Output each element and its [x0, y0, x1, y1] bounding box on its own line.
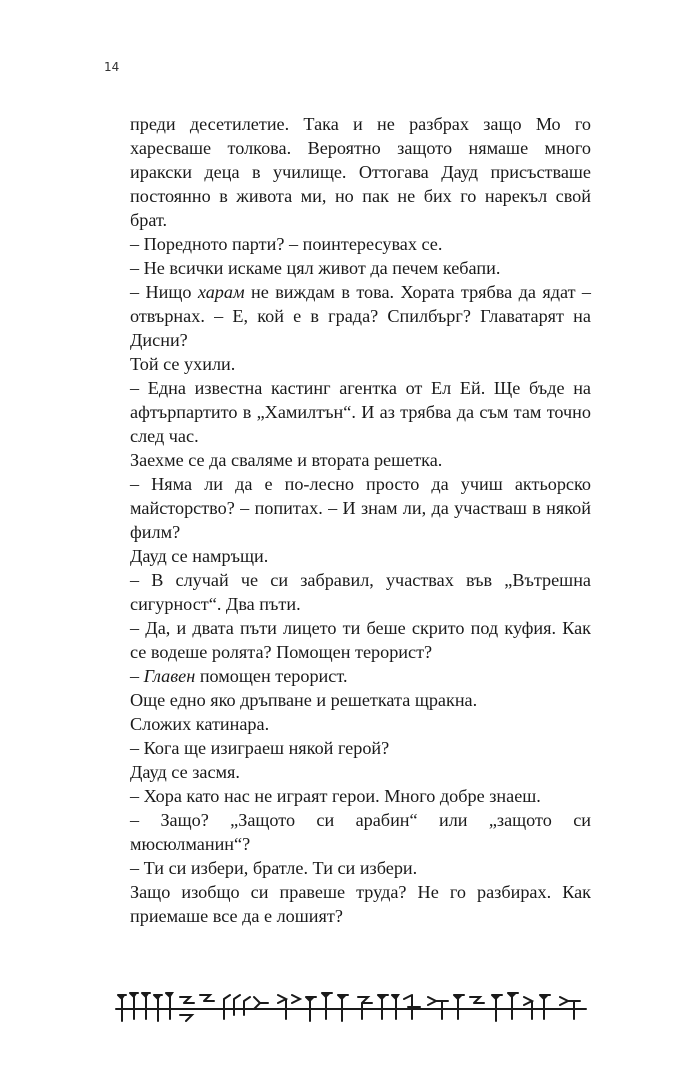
text-run: – Хора като нас не играят герои. Много добре знаеш. [130, 786, 541, 806]
text-run: – Защо? „Защото си арабин“ или „защото си мюсюлманин“? [130, 810, 591, 854]
text-run: – [130, 666, 144, 686]
paragraph [130, 712, 591, 736]
text-run: – Ти си избери, братле. Ти си избери. [130, 858, 418, 878]
paragraph [130, 256, 591, 280]
cuneiform-ornament-icon [112, 985, 590, 1029]
italic-text: харам [197, 282, 245, 302]
text-run: Още едно яко дръпване и решетката щракна. [130, 690, 478, 710]
text-run: – В случай че си забравил, участвах във „Вътрешна сигурност“. Два пъти. [130, 570, 591, 614]
text-run: – Да, и двата пъти лицето ти беше скрито под куфия. Как се водеше ролята? Помощен терорист? [130, 618, 591, 662]
text-run: Защо изобщо си правеше труда? Не го разбирах. Как приемаше все да е лошият? [130, 882, 591, 926]
paragraph [130, 352, 591, 376]
text-run: Дауд се засмя. [130, 762, 240, 782]
text-run: помощен терорист. [195, 666, 348, 686]
paragraph [130, 880, 591, 928]
paragraph [130, 784, 591, 808]
text-run: – Няма ли да е по-лесно просто да учиш актьорско майсторство? – попитах. – И знам ли, да участваш в някой филм? [130, 474, 591, 542]
paragraph [130, 232, 591, 256]
paragraph [130, 664, 591, 688]
paragraph [130, 568, 591, 616]
text-run: – Поредното парти? – поинтересувах се. [130, 234, 443, 254]
text-run: Заехме се да сваляме и втората решетка. [130, 450, 443, 470]
text-run: – Една известна кастинг агентка от Ел Ей. Ще бъде на афтърпартито в „Хамилтън“. И аз трябва да съм там точно след час. [130, 378, 591, 446]
text-run: – Кога ще изиграеш някой герой? [130, 738, 390, 758]
text-run: Сложих катинара. [130, 714, 270, 734]
paragraph [130, 112, 591, 232]
page-number: 14 [104, 60, 120, 74]
text-run: – Не всички искаме цял живот да печем кебапи. [130, 258, 501, 278]
paragraph [130, 856, 591, 880]
paragraph [130, 808, 591, 856]
text-run: – Нищо [130, 282, 198, 302]
text-run: Дауд се намръщи. [130, 546, 269, 566]
paragraph [130, 688, 591, 712]
paragraph [130, 448, 591, 472]
paragraph [130, 376, 591, 448]
paragraph [130, 544, 591, 568]
text-run: Той се ухили. [130, 354, 236, 374]
text-run: преди десетилетие. Така и не разбрах защо Мо го харесваше толкова. Вероятно защото нямаше много иракски деца в училище. Оттогава Дауд присъстваше постоянно в живота ми, но пак не бих го нарекъл свой брат. [130, 114, 591, 230]
paragraph [130, 760, 591, 784]
text-run: не виждам в това. Хората трябва да ядат – отвърнах. – Е, кой е в града? Спилбърг? Главатарят на Дисни? [130, 282, 592, 350]
paragraph [130, 472, 591, 544]
paragraph [130, 736, 591, 760]
body-text [130, 112, 591, 928]
paragraph [130, 616, 591, 664]
italic-text: Главен [143, 666, 196, 686]
paragraph [130, 280, 591, 352]
